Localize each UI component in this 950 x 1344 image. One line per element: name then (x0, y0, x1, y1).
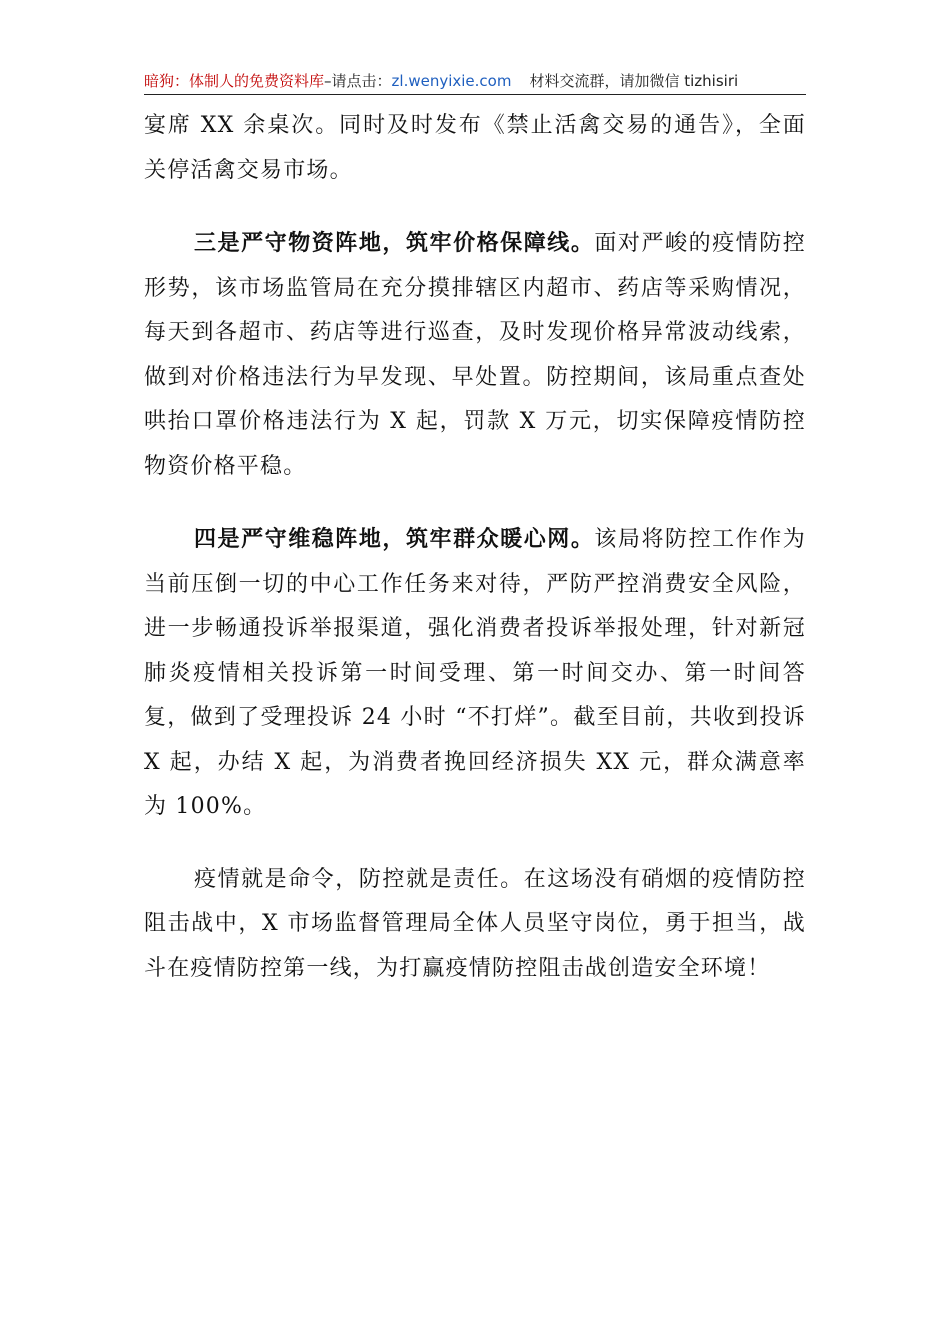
paragraph-text: 面对严峻的疫情防控形势，该市场监管局在充分摸排辖区内超市、药店等采购情况，每天到各超市、药店等进行巡查，及时发现价格异常波动线索，做到对价格违法行为早发现、早处置。防控期间，该局重点查处哄抬口罩价格违法行为 X 起，罚款 X 万元，切实保障疫情防控物资价格平稳。 (144, 231, 806, 479)
paragraph-text: 宴席 XX 余桌次。同时及时发布《禁止活禽交易的通告》，全面关停活禽交易市场。 (144, 113, 806, 183)
header-click-label: –请点击： (324, 72, 392, 90)
document-body (144, 104, 806, 991)
paragraph-supplies-price (144, 221, 806, 489)
header-brand: 暗狗：体制人的免费资料库 (144, 72, 325, 90)
paragraph-text: 疫情就是命令，防控就是责任。在这场没有硝烟的疫情防控阻击战中，X 市场监督管理局全体人员坚守岗位，勇于担当，战斗在疫情防控第一线，为打赢疫情防控阻击战创造安全环境！ (144, 866, 806, 981)
page-header (144, 68, 806, 95)
paragraph-continuation (144, 104, 806, 193)
paragraph-text: 该局将防控工作作为当前压倒一切的中心工作任务来对待，严防严控消费安全风险，进一步畅通投诉举报渠道，强化消费者投诉举报处理，针对新冠肺炎疫情相关投诉第一时间受理、第一时间交办、第一时间答复，做到了受理投诉 24 小时 “不打烊”。截至目前，共收到投诉 X 起，办结 X 起，为消费者挽回经济损失 XX 元，群众满意率为 100%。 (144, 527, 806, 819)
paragraph-conclusion (144, 858, 806, 992)
paragraph-stability (144, 517, 806, 830)
header-url-link[interactable]: zl.wenyixie.com (391, 72, 512, 90)
header-contact: 材料交流群，请加微信 tizhisiri (529, 72, 739, 90)
paragraph-lead: 四是严守维稳阵地，筑牢群众暖心网。 (194, 526, 595, 552)
paragraph-lead: 三是严守物资阵地，筑牢价格保障线。 (194, 230, 595, 256)
